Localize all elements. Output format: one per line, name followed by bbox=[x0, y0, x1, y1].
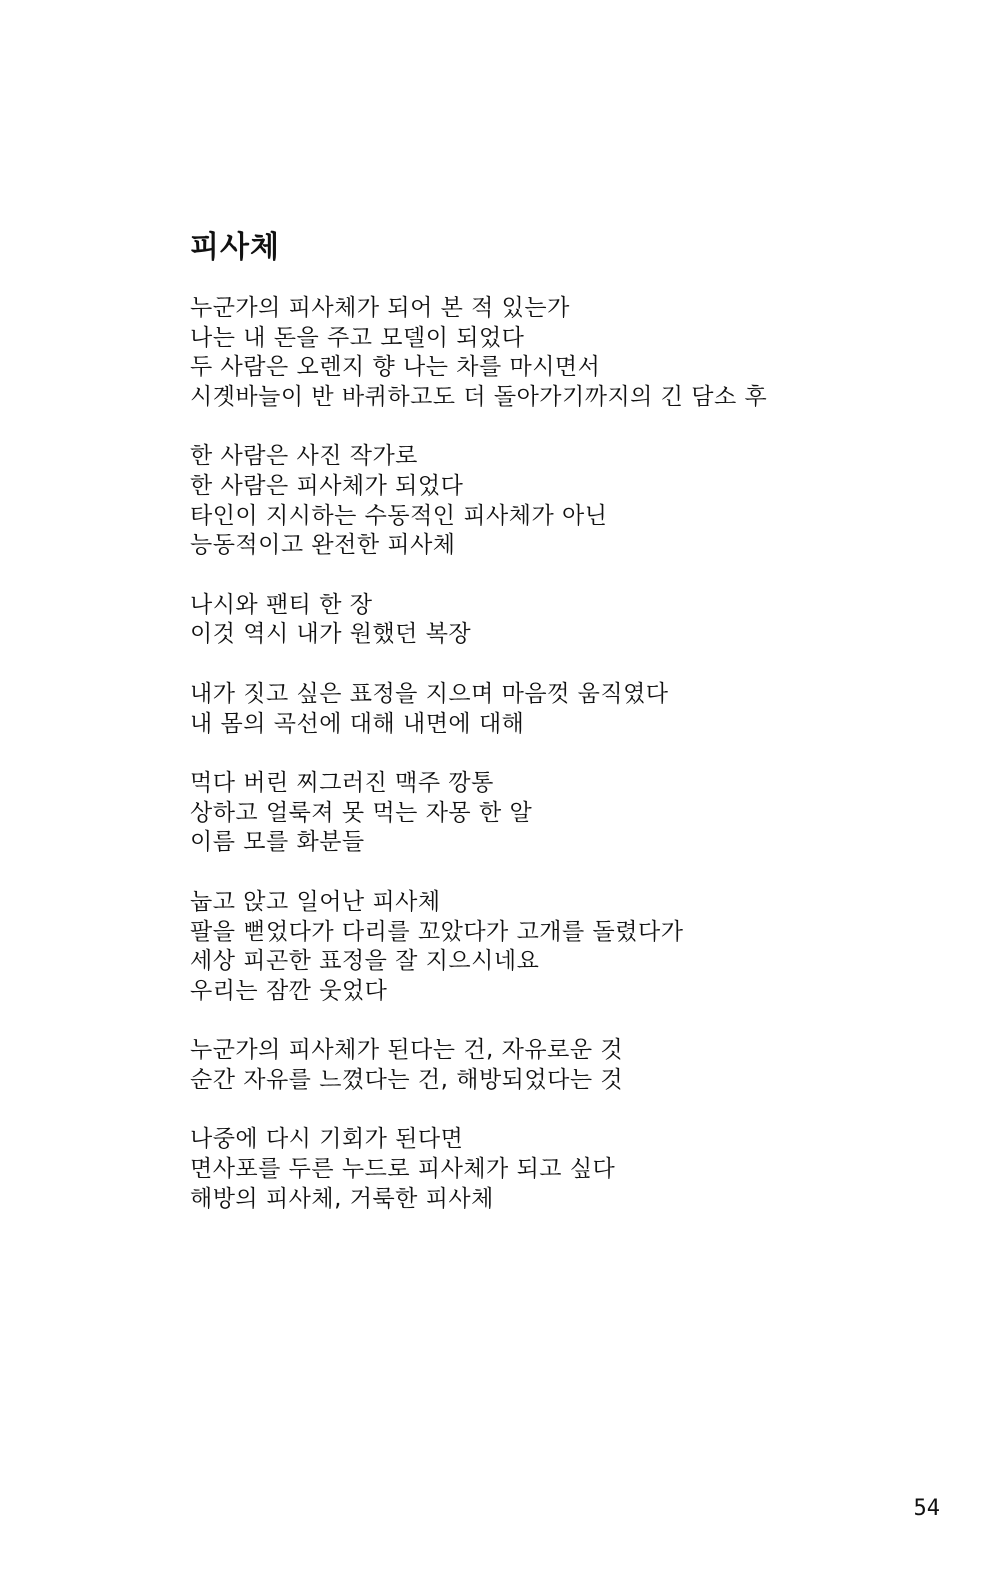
poem-line: 한 사람은 피사체가 되었다 bbox=[190, 472, 464, 499]
stanza-2 bbox=[190, 442, 910, 560]
poem-line: 팔을 뻗었다가 다리를 꼬았다가 고개를 돌렸다가 bbox=[190, 918, 684, 945]
poem-line: 나시와 팬티 한 장 bbox=[190, 591, 373, 618]
poem-line: 순간 자유를 느꼈다는 건, 해방되었다는 것 bbox=[190, 1066, 624, 1093]
poem-line: 상하고 얼룩져 못 먹는 자몽 한 알 bbox=[190, 799, 533, 826]
page-number: 54 bbox=[913, 1496, 940, 1521]
stanza-4 bbox=[190, 680, 910, 739]
poem-line: 내 몸의 곡선에 대해 내면에 대해 bbox=[190, 710, 525, 737]
poem-line: 능동적이고 완전한 피사체 bbox=[190, 532, 456, 559]
poem-line: 먹다 버린 찌그러진 맥주 깡통 bbox=[190, 770, 494, 797]
poem-line: 타인이 지시하는 수동적인 피사체가 아닌 bbox=[190, 502, 608, 529]
poem-line: 세상 피곤한 표정을 잘 지으시네요 bbox=[190, 948, 540, 975]
poem-line: 한 사람은 사진 작가로 bbox=[190, 443, 418, 470]
poem-line: 이름 모를 화분들 bbox=[190, 829, 365, 856]
stanza-1 bbox=[190, 294, 910, 412]
stanza-3 bbox=[190, 591, 910, 650]
stanza-8 bbox=[190, 1125, 910, 1214]
stanza-7 bbox=[190, 1036, 910, 1095]
poem-line: 누군가의 피사체가 된다는 건, 자유로운 것 bbox=[190, 1037, 624, 1064]
poem-line: 나는 내 돈을 주고 모델이 되었다 bbox=[190, 324, 525, 351]
poem-line: 두 사람은 오렌지 향 나는 차를 마시면서 bbox=[190, 354, 601, 381]
poem-line: 눕고 앉고 일어난 피사체 bbox=[190, 888, 441, 915]
poem-line: 내가 짓고 싶은 표정을 지으며 마음껏 움직였다 bbox=[190, 680, 669, 707]
stanza-5 bbox=[190, 769, 910, 858]
poem-line: 누군가의 피사체가 되어 본 적 있는가 bbox=[190, 295, 570, 321]
poem-line: 나중에 다시 기회가 된다면 bbox=[190, 1126, 464, 1153]
stanza-6 bbox=[190, 888, 910, 1006]
poem-line: 이것 역시 내가 원했던 복장 bbox=[190, 621, 472, 648]
poem-line: 시곗바늘이 반 바퀴하고도 더 돌아가기까지의 긴 담소 후 bbox=[190, 383, 768, 410]
poem-title: 피사체 bbox=[190, 230, 280, 265]
poem-line: 면사포를 두른 누드로 피사체가 되고 싶다 bbox=[190, 1156, 616, 1183]
poem-line: 우리는 잠깐 웃었다 bbox=[190, 977, 388, 1004]
poem-line: 해방의 피사체, 거룩한 피사체 bbox=[190, 1185, 494, 1212]
poem-body bbox=[190, 294, 910, 1244]
